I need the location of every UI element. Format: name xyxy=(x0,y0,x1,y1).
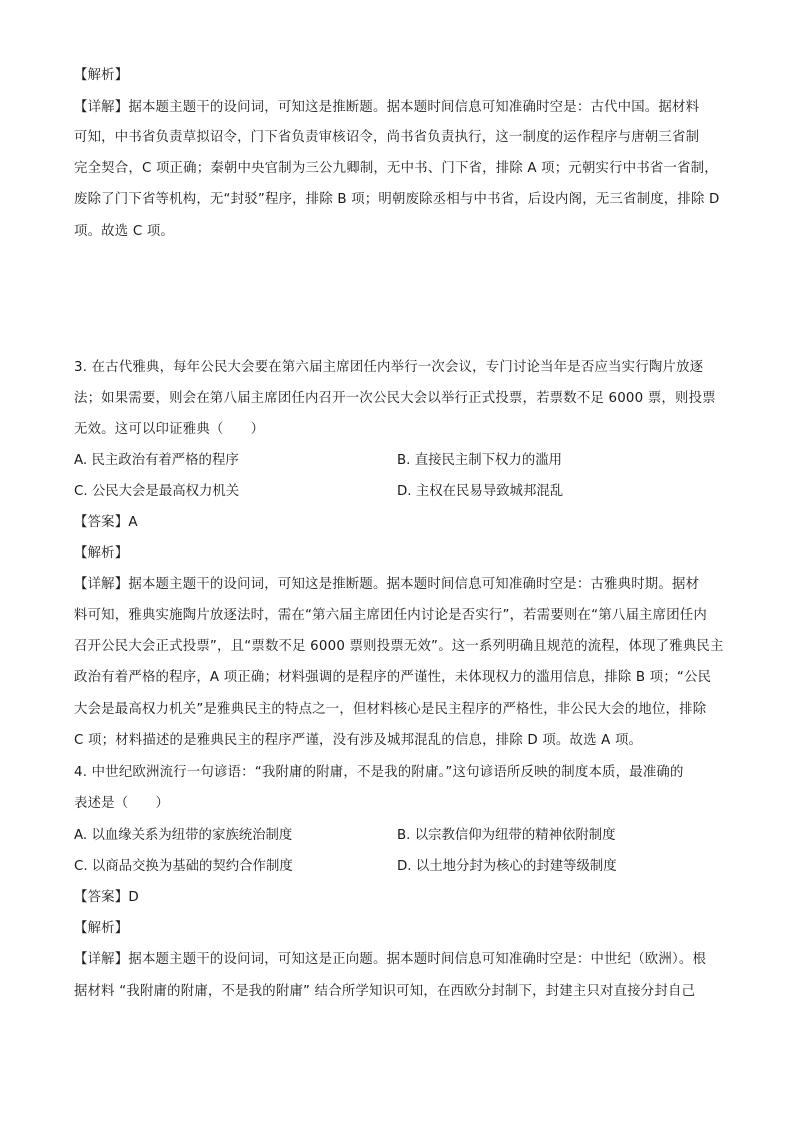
question-stem: 表述是（ ） xyxy=(74,796,170,811)
detail-line: 完全契合，C 项正确；秦朝中央官制为三公九卿制，无中书、门下省，排除 A 项；元朝实行中书省一省制， xyxy=(74,161,718,176)
detail-line: 【详解】据本题主题干的设问词，可知这是推断题。据本题时间信息可知准确时空是：古雅典时期。据材 xyxy=(74,577,700,592)
detail-line: 召开公民大会正式投票”，且“票数不足 6000 票则投票无效”。这一系列明确且规范的流程，体现了雅典民主 xyxy=(74,639,724,654)
option-c: C. 公民大会是最高权力机关 xyxy=(74,484,240,499)
detail-line: C 项；材料描述的是雅典民主的程序严谨，没有涉及城邦混乱的信息，排除 D 项。故选 A 项。 xyxy=(74,733,643,748)
detail-line: 废除了门下省等机构，无“封驳”程序，排除 B 项；明朝废除丞相与中书省，后设内阁，无三省制度，排除 D xyxy=(74,192,720,207)
detail-line: 大会是最高权力机关”是雅典民主的特点之一，但材料核心是民主程序的严格性，非公民大会的地位，排除 xyxy=(74,702,707,717)
detail-line: 可知，中书省负责草拟诏令，门下省负责审核诏令，尚书省负责执行，这一制度的运作程序与唐朝三省制 xyxy=(74,130,700,145)
question-stem: 法；如果需要，则会在第八届主席团任内召开一次公民大会以举行正式投票，若票数不足 6000 票，则投票 xyxy=(74,391,716,406)
option-a: A. 民主政治有着严格的程序 xyxy=(74,453,239,468)
option-a: A. 以血缘关系为纽带的家族统治制度 xyxy=(74,828,293,843)
analysis-label: 【解析】 xyxy=(74,68,129,83)
analysis-label: 【解析】 xyxy=(74,921,129,936)
option-b: B. 以宗教信仰为纽带的精神依附制度 xyxy=(397,828,616,843)
detail-line: 【详解】据本题主题干的设问词，可知这是正向题。据本题时间信息可知准确时空是：中世纪（欧洲）。根 xyxy=(74,952,707,967)
detail-line: 项。故选 C 项。 xyxy=(74,224,175,239)
question-stem: 3. 在古代雅典，每年公民大会要在第六届主席团任内举行一次会议，专门讨论当年是否应当实行陶片放逐 xyxy=(74,360,704,375)
answer-line: 【答案】D xyxy=(74,890,139,905)
answer-line: 【答案】A xyxy=(74,515,138,530)
option-c: C. 以商品交换为基础的契约合作制度 xyxy=(74,859,293,874)
option-d: D. 以土地分封为核心的封建等级制度 xyxy=(397,859,617,874)
detail-line: 【详解】据本题主题干的设问词，可知这是推断题。据本题时间信息可知准确时空是：古代中国。据材料 xyxy=(74,100,700,115)
detail-line: 料可知，雅典实施陶片放逐法时，需在“第六届主席团任内讨论是否实行”，若需要则在“第八届主席团任内 xyxy=(74,608,707,623)
detail-line: 据材料 “我附庸的附庸，不是我的附庸” 结合所学知识可知，在西欧分封制下，封建主只对直接分封自己 xyxy=(74,984,696,999)
analysis-label: 【解析】 xyxy=(74,546,129,561)
detail-line: 政治有着严格的程序，A 项正确；材料强调的是程序的严谨性，未体现权力的滥用信息，排除 B 项；“公民 xyxy=(74,670,712,685)
question-stem: 无效。这可以印证雅典（ ） xyxy=(74,422,265,437)
option-d: D. 主权在民易导致城邦混乱 xyxy=(397,484,564,499)
question-stem: 4. 中世纪欧洲流行一句谚语：“我附庸的附庸，不是我的附庸。”这句谚语所反映的制度本质，最准确的 xyxy=(74,765,684,780)
option-b: B. 直接民主制下权力的滥用 xyxy=(397,453,562,468)
